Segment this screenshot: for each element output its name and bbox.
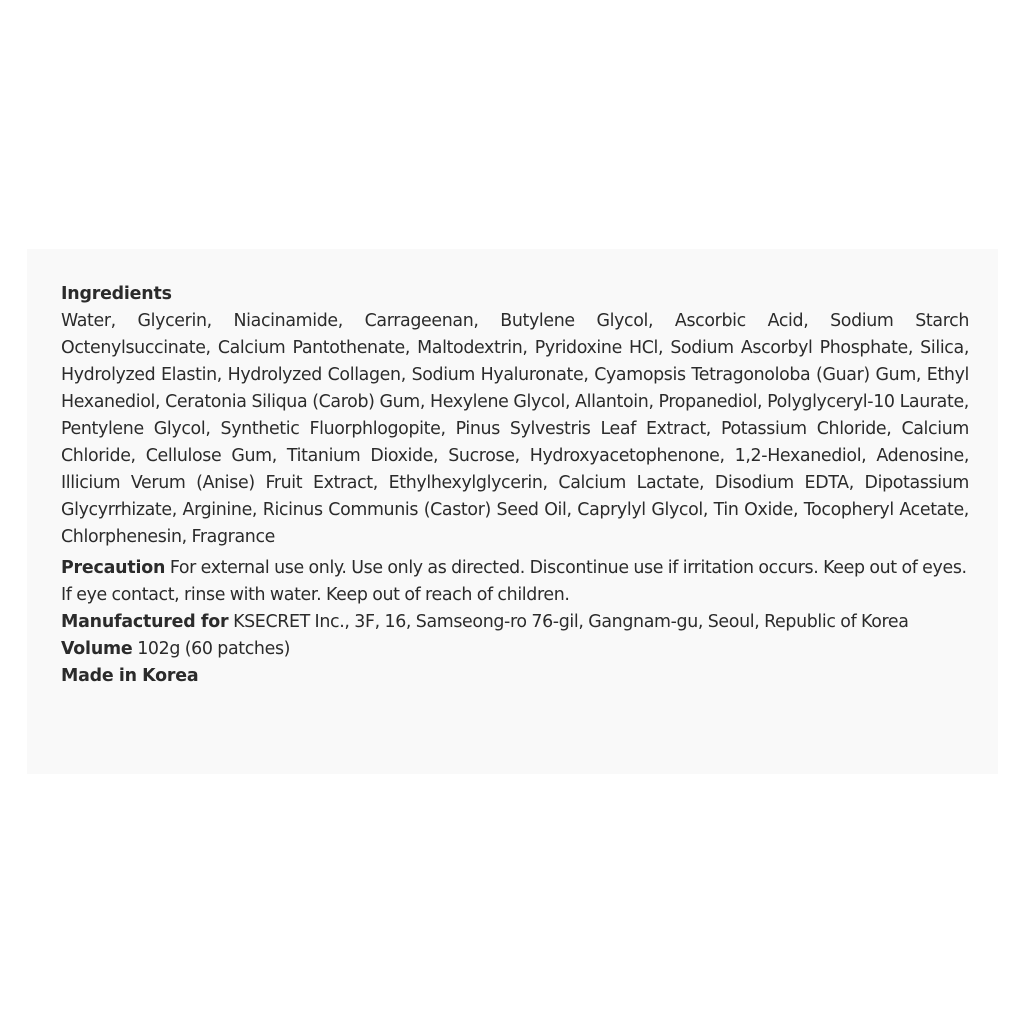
- manufacturer-section: [61, 609, 969, 636]
- precaution-section: [61, 555, 969, 609]
- ingredients-heading: Ingredients: [61, 284, 172, 304]
- product-label-panel: [27, 249, 998, 774]
- volume-heading: Volume: [61, 639, 133, 659]
- volume-text: 102g (60 patches): [137, 639, 291, 659]
- precaution-text: For external use only. Use only as directed. Discontinue use if irritation occurs. Keep out of eyes. If eye contact, rinse with water. Keep out of reach of children.: [61, 558, 967, 605]
- ingredients-list: Water, Glycerin, Niacinamide, Carrageenan, Butylene Glycol, Ascorbic Acid, Sodium Starch Octenylsuccinate, Calcium Pantothenate, Maltodextrin, Pyridoxine HCl, Sodium Ascorbyl Phosphate, Silica, Hydrolyzed Elastin, Hydrolyzed Collagen, Sodium Hyaluronate, Cyamopsis Tetragonoloba (Guar) Gum, Ethyl Hexanediol, Ceratonia Siliqua (Carob) Gum, Hexylene Glycol, Allantoin, Propanediol, Polyglyceryl-10 Laurate, Pentylene Glycol, Synthetic Fluorphlogopite, Pinus Sylvestris Leaf Extract, Potassium Chloride, Calcium Chloride, Cellulose Gum, Titanium Dioxide, Sucrose, Hydroxyacetophenone, 1,2-Hexanediol, Adenosine, Illicium Verum (Anise) Fruit Extract, Ethylhexylglycerin, Calcium Lactate, Disodium EDTA, Dipotassium Glycyrrhizate, Arginine, Ricinus Communis (Castor) Seed Oil, Caprylyl Glycol, Tin Oxide, Tocopheryl Acetate, Chlorphenesin, Fragrance: [61, 311, 969, 547]
- volume-section: [61, 636, 969, 663]
- made-in-korea: Made in Korea: [61, 666, 199, 686]
- label-text-block: [61, 281, 969, 690]
- precaution-heading: Precaution: [61, 558, 166, 578]
- manufacturer-heading: Manufactured for: [61, 612, 229, 632]
- manufacturer-text: KSECRET Inc., 3F, 16, Samseong-ro 76-gil, Gangnam-gu, Seoul, Republic of Korea: [233, 612, 909, 632]
